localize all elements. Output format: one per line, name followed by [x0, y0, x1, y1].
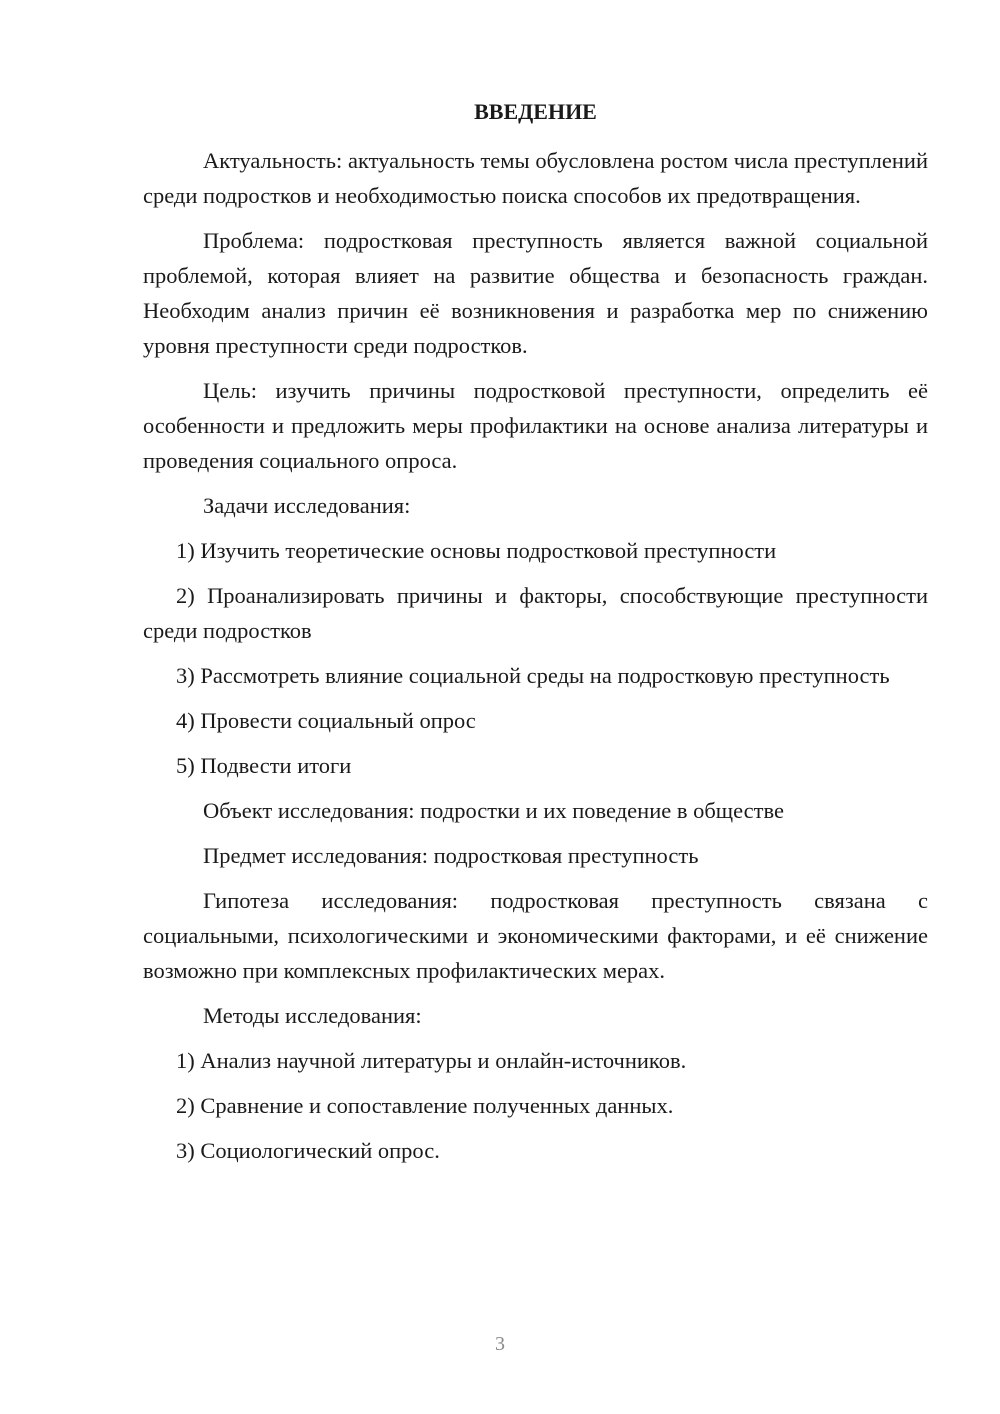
- list-item-task-5: 5) Подвести итоги: [176, 753, 352, 778]
- paragraph-hypothesis: Гипотеза исследования: подростковая преступность связана с социальными, психологическими и экономическими факторами, и её снижение возможно при комплексных профилактических мерах.: [143, 888, 928, 983]
- paragraph-methods-heading: Методы исследования:: [203, 1003, 422, 1028]
- section-title: ВВЕДЕНИЕ: [474, 99, 597, 124]
- paragraph-subject: Предмет исследования: подростковая преступность: [203, 843, 699, 868]
- page-number: 3: [495, 1333, 505, 1355]
- list-item-task-1: 1) Изучить теоретические основы подростковой преступности: [176, 538, 777, 563]
- list-item-method-2: 2) Сравнение и сопоставление полученных данных.: [176, 1093, 674, 1118]
- list-item-task-2: 2) Проанализировать причины и факторы, способствующие преступности среди подростков: [143, 583, 928, 643]
- list-item-task-3: 3) Рассмотреть влияние социальной среды на подростковую преступность: [176, 663, 890, 688]
- paragraph-goal: Цель: изучить причины подростковой преступности, определить её особенности и предложить меры профилактики на основе анализа литературы и проведения социального опроса.: [143, 378, 928, 473]
- list-item-method-1: 1) Анализ научной литературы и онлайн-источников.: [176, 1048, 687, 1073]
- paragraph-problem: Проблема: подростковая преступность является важной социальной проблемой, которая влияет на развитие общества и безопасность граждан. Необходим анализ причин её возникновения и разработка мер по снижению уровня преступности среди подростков.: [143, 228, 928, 358]
- list-item-method-3: 3) Социологический опрос.: [176, 1138, 440, 1163]
- list-item-task-4: 4) Провести социальный опрос: [176, 708, 476, 733]
- paragraph-tasks-heading: Задачи исследования:: [203, 493, 411, 518]
- paragraph-object: Объект исследования: подростки и их поведение в обществе: [203, 798, 784, 823]
- paragraph-relevance: Актуальность: актуальность темы обусловлена ростом числа преступлений среди подростков и необходимостью поиска способов их предотвращения.: [143, 148, 928, 208]
- page-body: [143, 94, 928, 1178]
